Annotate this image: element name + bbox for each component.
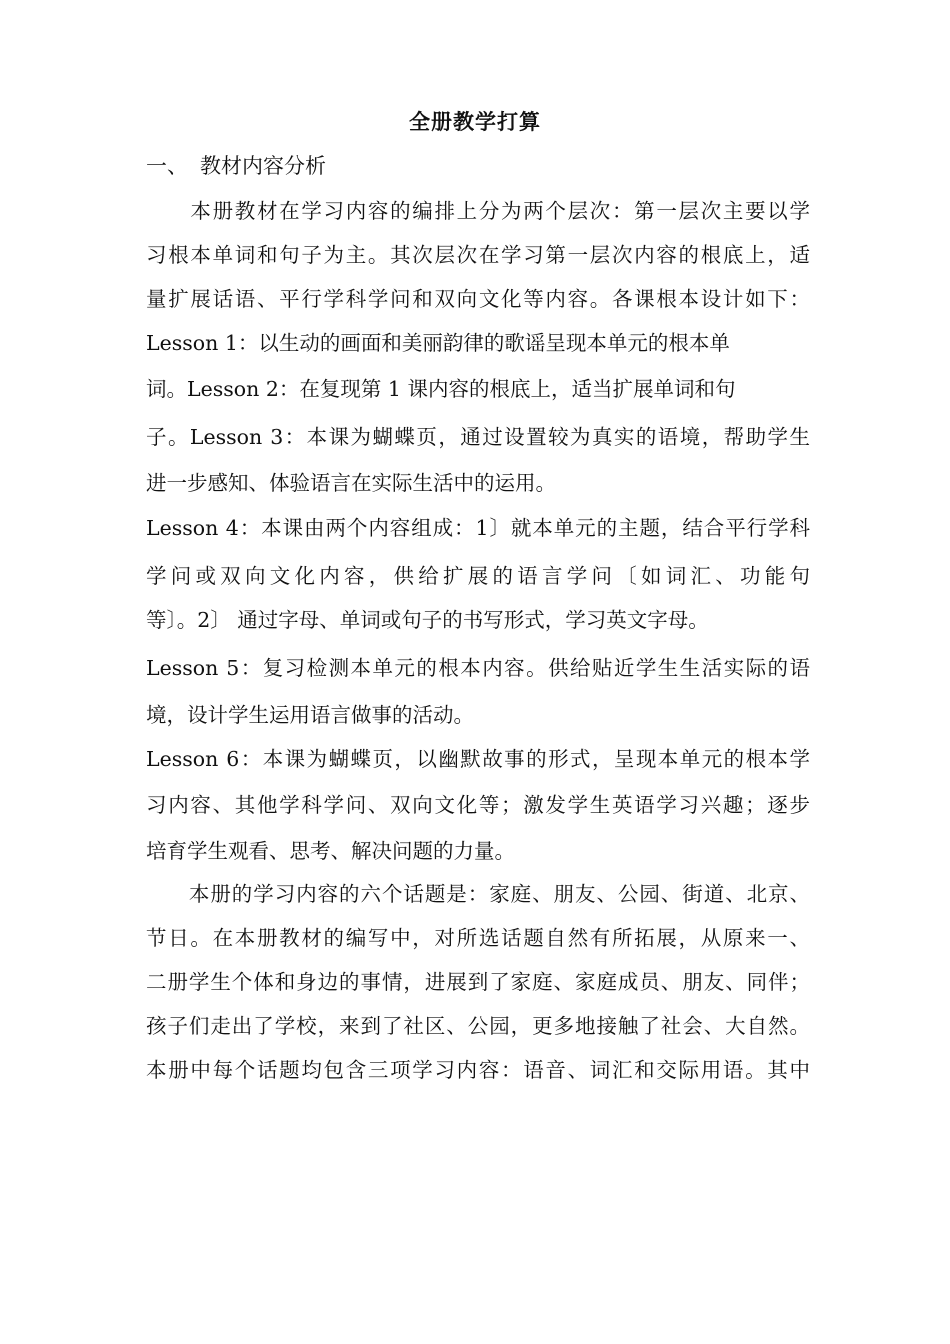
document-title: 全册教学打算 [409, 109, 541, 134]
paragraph-line: 节日。在本册教材的编写中，对所选话题自然有所拓展，从原来一、 [146, 926, 810, 950]
paragraph-line: 词。Lesson 2：在复现第 1 课内容的根底上，适当扩展单词和句 [146, 377, 736, 401]
section-heading [146, 150, 326, 180]
paragraph-line: 等〕。2〕 通过字母、单词或句子的书写形式，学习英文字母。 [146, 608, 709, 632]
paragraph-line: 孩子们走出了学校，来到了社区、公园，更多地接触了社会、大自然。 [146, 1014, 810, 1038]
paragraph-line: Lesson 4：本课由两个内容组成：1〕就本单元的主题，结合平行学科 [146, 516, 810, 540]
paragraph-line: 本册中每个话题均包含三项学习内容：语音、词汇和交际用语。其中 [146, 1058, 810, 1082]
paragraph-line: 培育学生观看、思考、解决问题的力量。 [146, 839, 515, 863]
paragraph-line: 境，设计学生运用语言做事的活动。 [146, 703, 474, 727]
paragraph-line: 本册的学习内容的六个话题是：家庭、朋友、公园、街道、北京、 [146, 882, 810, 906]
paragraph-line: 学问或双向文化内容，供给扩展的语言学问〔如词汇、功能句 [146, 564, 810, 588]
paragraph-line: Lesson 5：复习检测本单元的根本内容。供给贴近学生生活实际的语 [146, 656, 810, 680]
section-title: 教材内容分析 [200, 154, 326, 178]
paragraph-line: 子。Lesson 3：本课为蝴蝶页，通过设置较为真实的语境，帮助学生 [146, 425, 810, 449]
section-number: 一、 [146, 154, 188, 178]
paragraph-line: 量扩展话语、平行学科学问和双向文化等内容。各课根本设计如下： [146, 287, 810, 311]
paragraph-line: 进一步感知、体验语言在实际生活中的运用。 [146, 471, 556, 495]
paragraph-line: 本册教材在学习内容的编排上分为两个层次：第一层次主要以学 [146, 199, 810, 223]
paragraph-line: 习内容、其他学科学问、双向文化等；激发学生英语学习兴趣；逐步 [146, 793, 810, 817]
paragraph-line: 习根本单词和句子为主。其次层次在学习第一层次内容的根底上，适 [146, 243, 810, 267]
paragraph-line: Lesson 6：本课为蝴蝶页，以幽默故事的形式，呈现本单元的根本学 [146, 747, 810, 771]
paragraph-line: 二册学生个体和身边的事情，进展到了家庭、家庭成员、朋友、同伴； [146, 970, 810, 994]
paragraph-line: Lesson 1：以生动的画面和美丽韵律的歌谣呈现本单元的根本单 [146, 331, 730, 355]
